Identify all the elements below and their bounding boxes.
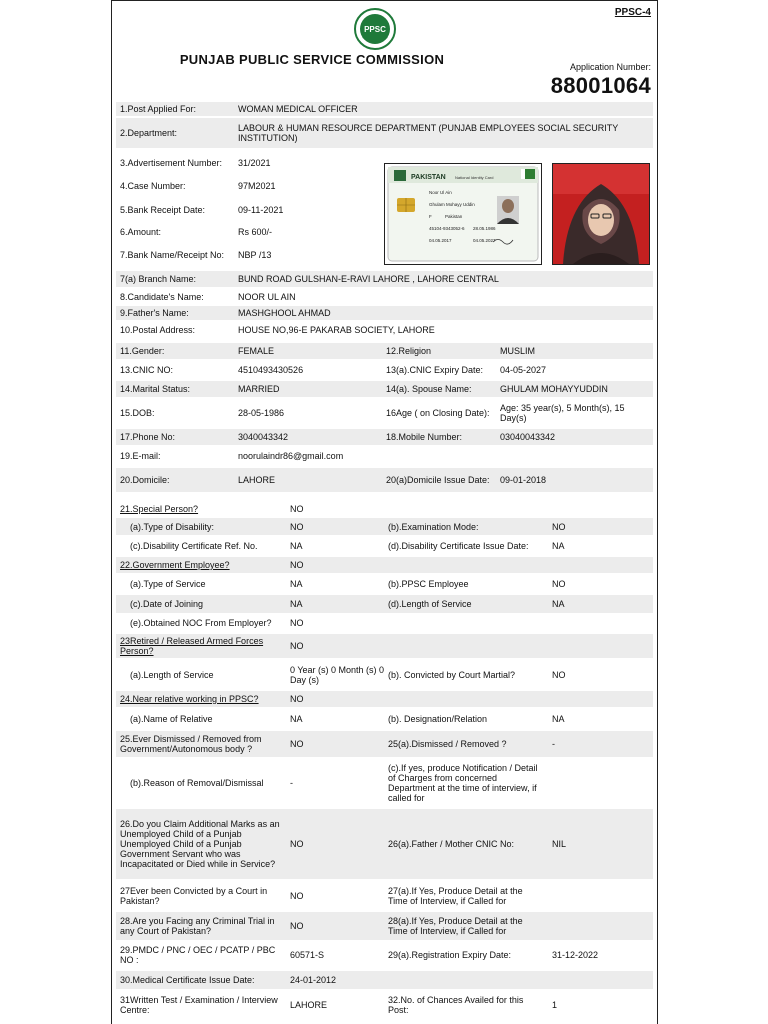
detail-label-right: [388, 691, 544, 707]
detail-label-right: [388, 557, 544, 573]
detail-label-left: (a).Name of Relative: [130, 714, 213, 724]
field-label: 7.Bank Name/Receipt No:: [120, 250, 225, 260]
detail-value-right: NO: [552, 670, 566, 680]
field-row: [116, 102, 653, 116]
detail-value-right: 31-12-2022: [552, 950, 599, 960]
detail-value-left: NO: [290, 921, 304, 931]
pair-value-right: Age: 35 year(s), 5 Month(s), 15 Day(s): [500, 403, 625, 423]
field-value: 09-11-2021: [238, 205, 284, 215]
detail-value-left: NA: [290, 579, 303, 589]
detail-row: [116, 942, 653, 968]
commission-name: PUNJAB PUBLIC SERVICE COMMISSION: [179, 52, 445, 67]
detail-value-left: NO: [290, 891, 304, 901]
detail-label-left: 28.Are you Facing any Criminal Trial in any Court of Pakistan?: [120, 916, 275, 936]
field-label: 1.Post Applied For:: [120, 104, 197, 114]
detail-value-right: NA: [552, 541, 565, 551]
cnic-country: PAKISTAN: [411, 174, 446, 181]
detail-label-right: (b).PPSC Employee: [388, 579, 469, 589]
detail-label-left: (c).Date of Joining: [130, 599, 204, 609]
field-row: [116, 322, 653, 338]
detail-label-right: 32.No. of Chances Availed for this Post:: [388, 995, 524, 1015]
pair-label-right: 12.Religion: [386, 346, 432, 356]
detail-label-right: 25(a).Dismissed / Removed ?: [388, 739, 507, 749]
detail-row: [116, 809, 653, 879]
cnic-father-name: Ghulam Mohayy Uddin: [429, 202, 475, 207]
detail-value-right: [552, 971, 652, 989]
detail-value-right: NO: [552, 521, 566, 532]
detail-value-right: NA: [552, 714, 565, 724]
application-number: 88001064: [550, 73, 651, 98]
field-label: 2.Department:: [120, 128, 178, 138]
detail-value-left: 24-01-2012: [290, 975, 337, 985]
detail-label-left: 27Ever been Convicted by a Court in Pakistan?: [120, 886, 268, 906]
pair-value-left: FEMALE: [238, 346, 275, 356]
detail-row: [116, 990, 653, 1020]
pair-label-left: 14.Marital Status:: [120, 384, 191, 394]
pair-row: [116, 362, 653, 378]
detail-value-left: NO: [290, 504, 304, 514]
pair-row: [116, 429, 653, 445]
detail-value-right: [552, 501, 652, 517]
detail-label-right: [388, 501, 544, 517]
detail-value-right: [552, 557, 652, 573]
application-number-label: Application Number:: [569, 62, 651, 72]
detail-value-right: [552, 634, 652, 658]
detail-value-left: NO: [290, 839, 304, 849]
ppsc-logo: [352, 7, 398, 51]
detail-label-right: (c).If yes, produce Notification / Detail of Charges from concerned Department at the time of interview, if called for: [388, 763, 538, 803]
detail-label-right: 27(a).If Yes, Produce Detail at the Time of Interview, if Called for: [388, 886, 523, 906]
detail-row: [116, 557, 653, 573]
detail-row: [116, 614, 653, 632]
cnic-date-of-birth: 28.05.1986: [473, 226, 496, 231]
detail-row: [116, 691, 653, 707]
field-label: 5.Bank Receipt Date:: [120, 205, 206, 215]
application-form-page: [111, 0, 658, 1024]
pair-value-right: [500, 448, 652, 464]
detail-value-left: NA: [290, 599, 303, 609]
field-value: Rs 600/-: [238, 227, 273, 237]
detail-row: [116, 971, 653, 989]
detail-label-left: 30.Medical Certificate Issue Date:: [120, 975, 255, 985]
pair-value-left: MARRIED: [238, 384, 280, 394]
detail-value-left: NO: [290, 618, 304, 628]
field-value: NOOR UL AIN: [238, 292, 296, 302]
detail-label-left: 24.Near relative working in PPSC?: [120, 694, 259, 704]
pair-value-left: 28-05-1986: [238, 408, 285, 418]
cnic-date-of-expiry: 04.05.2027: [473, 238, 496, 243]
detail-label-right: (b). Designation/Relation: [388, 714, 488, 724]
detail-value-left: 0 Year (s) 0 Month (s) 0 Day (s): [290, 665, 385, 685]
field-label: 7(a) Branch Name:: [120, 274, 197, 284]
detail-label-left: (c).Disability Certificate Ref. No.: [130, 541, 258, 551]
detail-label-left: 21.Special Person?: [120, 504, 199, 514]
candidate-photo: [552, 163, 650, 265]
detail-row: [116, 912, 653, 940]
field-value: BUND ROAD GULSHAN-E-RAVI LAHORE , LAHORE CENTRAL: [238, 274, 499, 284]
cnic-identity-number: 45104-9343052-6: [429, 226, 465, 231]
pair-row: [116, 381, 653, 397]
detail-row: [116, 501, 653, 517]
detail-label-left: 25.Ever Dismissed / Removed from Government/Autonomous body ?: [120, 734, 262, 754]
cnic-date-of-issue: 04.05.2017: [429, 238, 452, 243]
cnic-card-image: [384, 163, 542, 265]
pair-label-right: 13(a).CNIC Expiry Date:: [386, 365, 484, 375]
field-value: NBP /13: [238, 250, 272, 260]
detail-label-left: (e).Obtained NOC From Employer?: [130, 618, 272, 628]
detail-value-left: NO: [290, 560, 304, 570]
detail-label-left: (a).Length of Service: [130, 670, 214, 680]
field-value: 97M2021: [238, 181, 276, 191]
field-row: [116, 155, 376, 171]
field-value: LABOUR & HUMAN RESOURCE DEPARTMENT (PUNJAB EMPLOYEES SOCIAL SECURITY INSTITUTION): [238, 123, 619, 143]
detail-value-left: LAHORE: [290, 1000, 328, 1010]
detail-value-left: -: [290, 778, 293, 788]
pair-value-left: 4510493430526: [238, 365, 304, 375]
detail-label-left: 22.Government Employee?: [120, 560, 230, 570]
field-row: [116, 201, 376, 219]
pair-value-left: 3040043342: [238, 432, 289, 442]
detail-label-left: 26.Do you Claim Additional Marks as an Unemployed Child of a Punjab Unemployed Child of a Punjab Government Servant who was Incapacitated or Died while in Service?: [120, 819, 280, 869]
detail-label-right: [388, 971, 544, 989]
detail-value-left: NA: [290, 541, 303, 551]
detail-row: [116, 537, 653, 555]
detail-value-right: NO: [552, 579, 566, 589]
detail-label-left: 31Written Test / Examination / Interview Centre:: [120, 995, 278, 1015]
detail-row: [116, 709, 653, 729]
cnic-holder-name: Noor Ul Ain: [429, 190, 452, 195]
field-value: WOMAN MEDICAL OFFICER: [238, 104, 358, 114]
pair-label-left: 17.Phone No:: [120, 432, 176, 442]
detail-label-left: (a).Type of Service: [130, 579, 206, 589]
pair-label-right: 20(a)Domicile Issue Date:: [386, 475, 490, 485]
detail-label-right: 28(a).If Yes, Produce Detail at the Time of Interview, if Called for: [388, 916, 523, 936]
pair-label-left: 11.Gender:: [120, 346, 165, 356]
detail-row: [116, 661, 653, 689]
detail-label-right: (b). Convicted by Court Martial?: [388, 670, 516, 680]
pair-label-left: 19.E-mail:: [120, 451, 161, 461]
field-label: 10.Postal Address:: [120, 325, 196, 335]
pair-value-right: 04-05-2027: [500, 365, 547, 375]
detail-value-left: NO: [290, 641, 304, 651]
detail-value-right: NA: [552, 599, 565, 609]
pair-label-right: 16Age ( on Closing Date):: [386, 408, 490, 418]
pair-row: [116, 468, 653, 492]
field-row: [116, 246, 376, 264]
field-label: 6.Amount:: [120, 227, 162, 237]
detail-value-right: [552, 760, 652, 806]
detail-label-right: (d).Length of Service: [388, 599, 472, 609]
detail-label-right: 26(a).Father / Mother CNIC No:: [388, 839, 515, 849]
field-row: [116, 306, 653, 320]
detail-value-right: [552, 614, 652, 632]
detail-label-right: 29(a).Registration Expiry Date:: [388, 950, 512, 960]
detail-label-left: (b).Reason of Removal/Dismissal: [130, 778, 264, 788]
field-value: HOUSE NO,96-E PAKARAB SOCIETY, LAHORE: [238, 325, 435, 335]
field-label: 8.Candidate's Name:: [120, 292, 204, 302]
detail-value-right: -: [552, 739, 555, 749]
detail-label-left: 29.PMDC / PNC / OEC / PCATP / PBC NO :: [120, 945, 276, 965]
field-label: 9.Father's Name:: [120, 308, 189, 318]
pair-row: [116, 448, 653, 464]
pair-label-left: 15.DOB:: [120, 408, 155, 418]
pair-value-right: GHULAM MOHAYYUDDIN: [500, 384, 608, 394]
detail-row: [116, 518, 653, 535]
detail-value-left: NO: [290, 521, 304, 532]
detail-value-right: [552, 912, 652, 940]
detail-value-right: 1: [552, 1000, 558, 1010]
detail-value-right: [552, 691, 652, 707]
field-value: MASHGHOOL AHMAD: [238, 308, 331, 318]
detail-row: [116, 760, 653, 806]
detail-label-left: (a).Type of Disability:: [130, 521, 215, 532]
pair-value-left: LAHORE: [238, 475, 276, 485]
pair-label-right: 14(a). Spouse Name:: [386, 384, 472, 394]
pair-row: [116, 400, 653, 426]
detail-label-right: [388, 614, 544, 632]
detail-value-left: NA: [290, 714, 303, 724]
detail-label-right: (b).Examination Mode:: [388, 521, 479, 532]
detail-value-left: NO: [290, 694, 304, 704]
detail-row: [116, 882, 653, 910]
pair-value-right: 09-01-2018: [500, 475, 547, 485]
field-row: [116, 223, 376, 241]
detail-value-left: NO: [290, 739, 304, 749]
detail-label-left: 23Retired / Released Armed Forces Person?: [120, 636, 264, 656]
cnic-card-type: National Identity Card: [455, 175, 494, 180]
field-row: [116, 118, 653, 148]
detail-row: [116, 634, 653, 658]
pair-value-left: noorulaindr86@gmail.com: [238, 451, 344, 461]
pair-value-right: MUSLIM: [500, 346, 536, 356]
detail-row: [116, 575, 653, 593]
pair-label-right: 18.Mobile Number:: [386, 432, 463, 442]
detail-value-left: 60571-S: [290, 950, 325, 960]
pair-label-left: 20.Domicile:: [120, 475, 170, 485]
ppsc-logo-text: PPSC: [364, 25, 386, 34]
detail-row: [116, 595, 653, 613]
field-label: 4.Case Number:: [120, 181, 186, 191]
cnic-gender: F: [429, 214, 432, 219]
detail-row: [116, 731, 653, 757]
pair-value-right: 03040043342: [500, 432, 556, 442]
field-row: [116, 290, 653, 304]
field-value: 31/2021: [238, 158, 271, 168]
field-row: [116, 177, 376, 195]
field-label: 3.Advertisement Number:: [120, 158, 223, 168]
detail-label-right: (d).Disability Certificate Issue Date:: [388, 541, 529, 551]
field-row: [116, 271, 653, 287]
form-code: PPSC-4: [614, 7, 651, 18]
detail-value-right: [552, 882, 652, 910]
pair-label-left: 13.CNIC NO:: [120, 365, 174, 375]
cnic-country-of-stay: Pakistan: [445, 214, 463, 219]
detail-label-right: [388, 634, 544, 658]
pair-label-right: [386, 448, 496, 464]
detail-value-right: NIL: [552, 839, 567, 849]
pair-row: [116, 343, 653, 359]
